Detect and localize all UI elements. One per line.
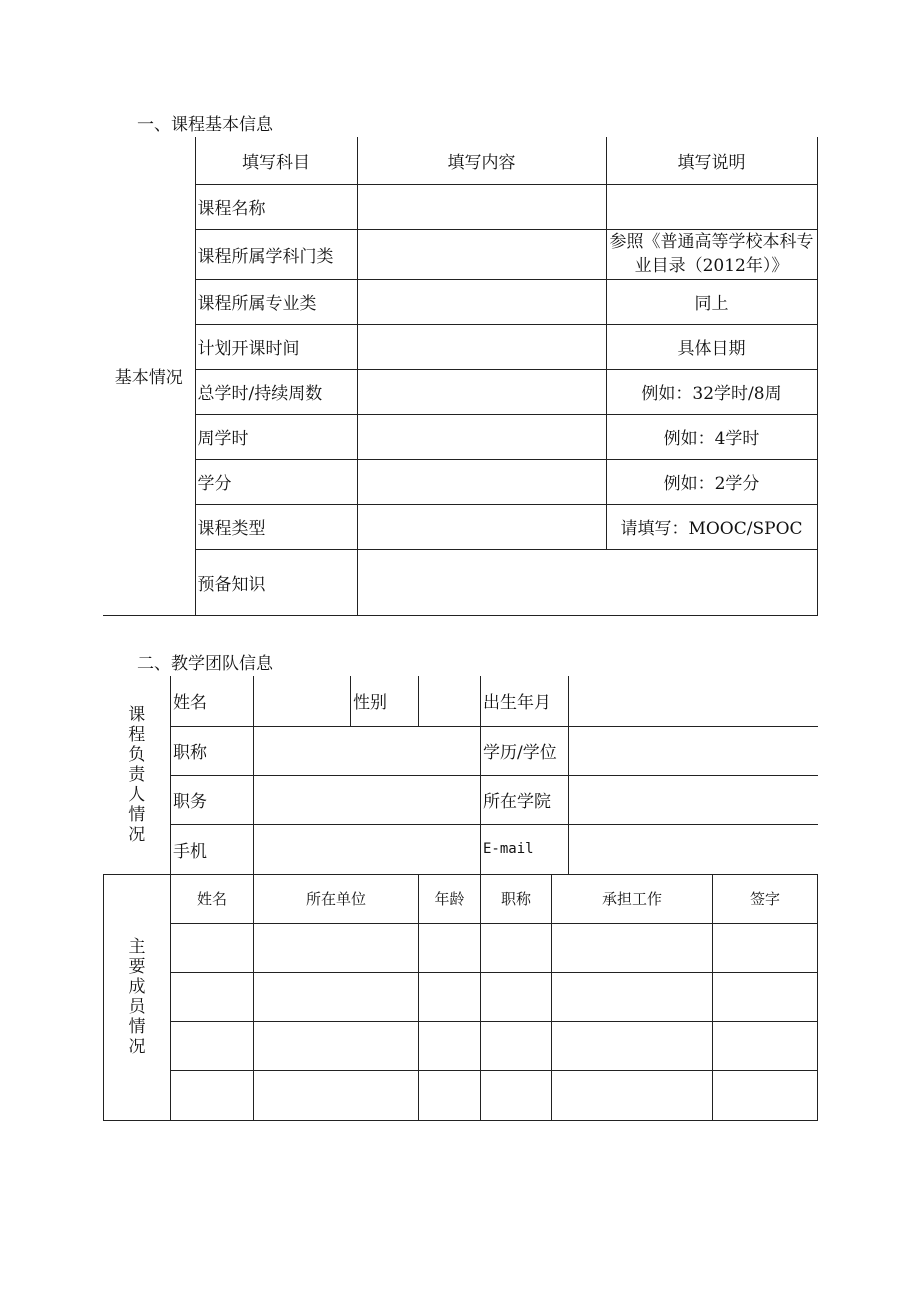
table-row [104, 923, 818, 972]
leader-email-field[interactable] [569, 824, 818, 874]
note-major-class: 同上 [606, 279, 817, 324]
member-cell[interactable] [713, 1021, 818, 1070]
leader-degree-field[interactable] [569, 726, 818, 775]
subject-weekly-hours: 周学时 [195, 414, 357, 459]
member-cell[interactable] [481, 923, 552, 972]
subject-credits: 学分 [195, 459, 357, 504]
member-cell[interactable] [419, 1021, 481, 1070]
member-cell[interactable] [171, 1021, 254, 1070]
member-cell[interactable] [713, 972, 818, 1021]
member-cell[interactable] [171, 923, 254, 972]
note-total-hours: 例如：32学时/8周 [606, 369, 817, 414]
note-course-type: 请填写：MOOC/SPOC [606, 504, 817, 549]
member-cell[interactable] [254, 1070, 419, 1120]
note-weekly-hours: 例如：4学时 [606, 414, 817, 459]
note-start-time: 具体日期 [606, 324, 817, 369]
leader-position-field[interactable] [254, 775, 481, 824]
leader-gender-field[interactable] [419, 676, 481, 726]
content-field-major-class[interactable] [357, 279, 606, 324]
member-cell[interactable] [171, 972, 254, 1021]
member-cell[interactable] [481, 972, 552, 1021]
member-cell[interactable] [552, 1070, 713, 1120]
content-field-weekly-hours[interactable] [357, 414, 606, 459]
header-content: 填写内容 [357, 137, 606, 184]
member-cell[interactable] [552, 972, 713, 1021]
leader-college-field[interactable] [569, 775, 818, 824]
leader-position-label: 职务 [171, 775, 254, 824]
leader-college-label: 所在学院 [481, 775, 569, 824]
members-header-unit: 所在单位 [254, 874, 419, 923]
members-header-signature: 签字 [713, 874, 818, 923]
member-cell[interactable] [419, 972, 481, 1021]
note-credits: 例如：2学分 [606, 459, 817, 504]
basic-situation-label: 基本情况 [103, 137, 195, 615]
subject-prerequisites: 预备知识 [195, 549, 357, 615]
member-cell[interactable] [481, 1070, 552, 1120]
member-cell[interactable] [254, 1021, 419, 1070]
content-field-course-type[interactable] [357, 504, 606, 549]
content-field-course-name[interactable] [357, 184, 606, 229]
content-field-start-time[interactable] [357, 324, 606, 369]
course-basic-info-table [103, 137, 818, 616]
table-row [104, 1021, 818, 1070]
member-cell[interactable] [419, 923, 481, 972]
leader-name-label: 姓名 [171, 676, 254, 726]
members-group-label: 主要成员情况 [104, 874, 171, 1120]
table-row [104, 1070, 818, 1120]
note-discipline: 参照《普通高等学校本科专业目录（2012年）》 [606, 229, 817, 279]
leader-degree-label: 学历/学位 [481, 726, 569, 775]
subject-major-class: 课程所属专业类 [195, 279, 357, 324]
content-field-credits[interactable] [357, 459, 606, 504]
leader-title-field[interactable] [254, 726, 481, 775]
subject-start-time: 计划开课时间 [195, 324, 357, 369]
leader-title-label: 职称 [171, 726, 254, 775]
member-cell[interactable] [713, 1070, 818, 1120]
members-header-age: 年龄 [419, 874, 481, 923]
leader-birth-label: 出生年月 [481, 676, 569, 726]
leader-email-label: E-mail [481, 824, 569, 874]
members-header-work: 承担工作 [552, 874, 713, 923]
leader-name-field[interactable] [254, 676, 351, 726]
subject-discipline: 课程所属学科门类 [195, 229, 357, 279]
subject-total-hours: 总学时/持续周数 [195, 369, 357, 414]
content-field-prerequisites[interactable] [357, 549, 817, 615]
content-field-discipline[interactable] [357, 229, 606, 279]
member-cell[interactable] [481, 1021, 552, 1070]
subject-course-name: 课程名称 [195, 184, 357, 229]
header-subject: 填写科目 [195, 137, 357, 184]
member-cell[interactable] [552, 923, 713, 972]
leader-gender-label: 性别 [351, 676, 419, 726]
content-field-total-hours[interactable] [357, 369, 606, 414]
section2-heading: 二、教学团队信息 [137, 654, 273, 674]
leader-birth-field[interactable] [569, 676, 818, 726]
note-course-name [606, 184, 817, 229]
member-cell[interactable] [254, 923, 419, 972]
section1-heading: 一、课程基本信息 [137, 115, 273, 135]
table-row [104, 972, 818, 1021]
header-note: 填写说明 [606, 137, 817, 184]
subject-course-type: 课程类型 [195, 504, 357, 549]
members-header-title: 职称 [481, 874, 552, 923]
leader-group-label: 课程负责人情况 [128, 704, 146, 845]
leader-phone-field[interactable] [254, 824, 481, 874]
teaching-team-table [103, 676, 818, 1121]
members-header-name: 姓名 [171, 874, 254, 923]
member-cell[interactable] [713, 923, 818, 972]
member-cell[interactable] [419, 1070, 481, 1120]
member-cell[interactable] [171, 1070, 254, 1120]
member-cell[interactable] [552, 1021, 713, 1070]
leader-phone-label: 手机 [171, 824, 254, 874]
member-cell[interactable] [254, 972, 419, 1021]
